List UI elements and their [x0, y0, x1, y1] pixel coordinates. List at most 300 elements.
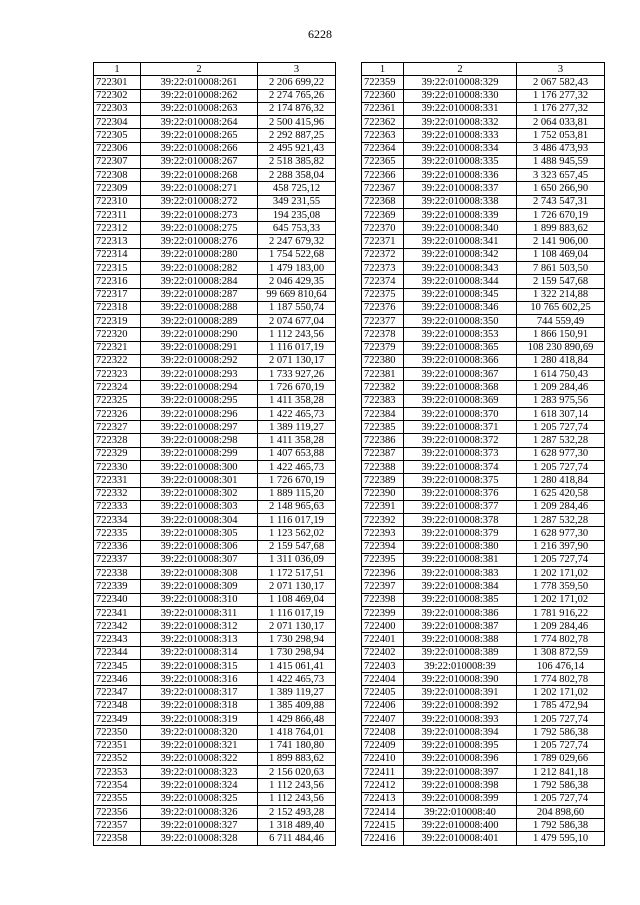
- value-cell: 106 476,14: [517, 659, 605, 672]
- row-number-cell: 722407: [362, 713, 404, 726]
- row-number-cell: 722371: [362, 235, 404, 248]
- value-cell: 1 311 036,09: [258, 553, 336, 566]
- value-cell: 1 792 586,38: [517, 819, 605, 832]
- value-cell: 1 205 727,74: [517, 460, 605, 473]
- value-cell: 10 765 602,25: [517, 301, 605, 314]
- table-row: [362, 779, 605, 792]
- row-number-cell: 722330: [94, 460, 141, 473]
- row-number-cell: 722361: [362, 102, 404, 115]
- value-cell: 1 628 977,30: [517, 527, 605, 540]
- table-row: [362, 460, 605, 473]
- row-number-cell: 722400: [362, 620, 404, 633]
- table-row: [94, 752, 336, 765]
- value-cell: 1 422 465,73: [258, 460, 336, 473]
- row-number-cell: 722302: [94, 89, 141, 102]
- cadastral-number-cell: 39:22:010008:340: [404, 222, 517, 235]
- table-row: [94, 222, 336, 235]
- cadastral-number-cell: 39:22:010008:377: [404, 500, 517, 513]
- cadastral-number-cell: 39:22:010008:373: [404, 447, 517, 460]
- value-cell: 2 148 965,63: [258, 500, 336, 513]
- cadastral-number-cell: 39:22:010008:290: [141, 328, 258, 341]
- value-cell: 1 415 061,41: [258, 659, 336, 672]
- cadastral-number-cell: 39:22:010008:336: [404, 169, 517, 182]
- value-cell: 1 287 532,28: [517, 514, 605, 527]
- row-number-cell: 722352: [94, 752, 141, 765]
- table-row: [362, 474, 605, 487]
- table-row: [362, 805, 605, 818]
- row-number-cell: 722384: [362, 407, 404, 420]
- table-row: [362, 261, 605, 274]
- cadastral-number-cell: 39:22:010008:292: [141, 354, 258, 367]
- row-number-cell: 722307: [94, 155, 141, 168]
- row-number-cell: 722340: [94, 593, 141, 606]
- value-cell: 1 108 469,04: [517, 248, 605, 261]
- cadastral-number-cell: 39:22:010008:301: [141, 474, 258, 487]
- cadastral-number-cell: 39:22:010008:311: [141, 606, 258, 619]
- value-cell: 1 733 927,26: [258, 368, 336, 381]
- table-row: [362, 142, 605, 155]
- value-cell: 645 753,33: [258, 222, 336, 235]
- cadastral-number-cell: 39:22:010008:391: [404, 686, 517, 699]
- row-number-cell: 722362: [362, 116, 404, 129]
- cadastral-number-cell: 39:22:010008:400: [404, 819, 517, 832]
- row-number-cell: 722399: [362, 606, 404, 619]
- row-number-cell: 722333: [94, 500, 141, 513]
- cadastral-number-cell: 39:22:010008:366: [404, 354, 517, 367]
- table-row: [94, 686, 336, 699]
- value-cell: 2 067 582,43: [517, 76, 605, 89]
- row-number-cell: 722342: [94, 620, 141, 633]
- value-cell: 744 559,49: [517, 315, 605, 328]
- table-row: [94, 116, 336, 129]
- row-number-cell: 722383: [362, 394, 404, 407]
- row-number-cell: 722305: [94, 129, 141, 142]
- row-number-cell: 722360: [362, 89, 404, 102]
- row-number-cell: 722327: [94, 421, 141, 434]
- row-number-cell: 722376: [362, 301, 404, 314]
- value-cell: 3 486 473,93: [517, 142, 605, 155]
- value-cell: 1 205 727,74: [517, 792, 605, 805]
- cadastral-number-cell: 39:22:010008:350: [404, 315, 517, 328]
- row-number-cell: 722338: [94, 567, 141, 580]
- cadastral-number-cell: 39:22:010008:389: [404, 646, 517, 659]
- cadastral-number-cell: 39:22:010008:374: [404, 460, 517, 473]
- value-cell: 458 725,12: [258, 182, 336, 195]
- table-row: [94, 527, 336, 540]
- row-number-cell: 722398: [362, 593, 404, 606]
- table-row: [94, 713, 336, 726]
- column-header: 1: [94, 63, 141, 76]
- value-cell: 1 628 977,30: [517, 447, 605, 460]
- row-number-cell: 722312: [94, 222, 141, 235]
- row-number-cell: 722320: [94, 328, 141, 341]
- value-cell: 1 730 298,94: [258, 633, 336, 646]
- value-cell: 1 411 358,28: [258, 434, 336, 447]
- table-row: [94, 195, 336, 208]
- value-cell: 2 743 547,31: [517, 195, 605, 208]
- row-number-cell: 722331: [94, 474, 141, 487]
- value-cell: 1 202 171,02: [517, 686, 605, 699]
- row-number-cell: 722409: [362, 739, 404, 752]
- cadastral-number-cell: 39:22:010008:329: [404, 76, 517, 89]
- cadastral-number-cell: 39:22:010008:385: [404, 593, 517, 606]
- row-number-cell: 722416: [362, 832, 404, 845]
- row-number-cell: 722357: [94, 819, 141, 832]
- row-number-cell: 722354: [94, 779, 141, 792]
- row-number-cell: 722366: [362, 169, 404, 182]
- table-row: [362, 195, 605, 208]
- row-number-cell: 722385: [362, 421, 404, 434]
- table-row: [94, 76, 336, 89]
- table-row: [94, 620, 336, 633]
- value-cell: 1 866 150,91: [517, 328, 605, 341]
- value-cell: 2 206 699,22: [258, 76, 336, 89]
- value-cell: 1 308 872,59: [517, 646, 605, 659]
- table-header-row: [362, 63, 605, 76]
- row-number-cell: 722315: [94, 261, 141, 274]
- value-cell: 1 202 171,02: [517, 593, 605, 606]
- page-number: 6228: [308, 27, 332, 41]
- row-number-cell: 722411: [362, 766, 404, 779]
- table-row: [94, 354, 336, 367]
- row-number-cell: 722389: [362, 474, 404, 487]
- table-row: [94, 567, 336, 580]
- table-row: [362, 819, 605, 832]
- value-cell: 1 774 802,78: [517, 673, 605, 686]
- row-number-cell: 722323: [94, 368, 141, 381]
- table-row: [362, 288, 605, 301]
- table-row: [94, 832, 336, 845]
- row-number-cell: 722335: [94, 527, 141, 540]
- table-row: [94, 102, 336, 115]
- table-row: [362, 222, 605, 235]
- cadastral-number-cell: 39:22:010008:312: [141, 620, 258, 633]
- table-row: [362, 527, 605, 540]
- value-cell: 1 116 017,19: [258, 341, 336, 354]
- row-number-cell: 722370: [362, 222, 404, 235]
- table-row: [94, 726, 336, 739]
- cadastral-number-cell: 39:22:010008:401: [404, 832, 517, 845]
- row-number-cell: 722392: [362, 514, 404, 527]
- table-row: [362, 726, 605, 739]
- table-row: [94, 155, 336, 168]
- table-row: [362, 487, 605, 500]
- row-number-cell: 722390: [362, 487, 404, 500]
- value-cell: 1 205 727,74: [517, 713, 605, 726]
- value-cell: 2 071 130,17: [258, 354, 336, 367]
- row-number-cell: 722348: [94, 699, 141, 712]
- cadastral-number-cell: 39:22:010008:397: [404, 766, 517, 779]
- value-cell: 1 209 284,46: [517, 500, 605, 513]
- table-row: [94, 553, 336, 566]
- table-row: [94, 421, 336, 434]
- value-cell: 1 212 841,18: [517, 766, 605, 779]
- table-row: [362, 275, 605, 288]
- value-cell: 1 112 243,56: [258, 792, 336, 805]
- cadastral-number-cell: 39:22:010008:316: [141, 673, 258, 686]
- value-cell: 1 730 298,94: [258, 646, 336, 659]
- value-cell: 2 071 130,17: [258, 580, 336, 593]
- value-cell: 1 614 750,43: [517, 368, 605, 381]
- value-cell: 1 785 472,94: [517, 699, 605, 712]
- row-number-cell: 722341: [94, 606, 141, 619]
- row-number-cell: 722311: [94, 208, 141, 221]
- table-row: [94, 381, 336, 394]
- table-row: [94, 434, 336, 447]
- table-row: [362, 129, 605, 142]
- table-row: [94, 447, 336, 460]
- cadastral-number-cell: 39:22:010008:322: [141, 752, 258, 765]
- table-row: [94, 208, 336, 221]
- row-number-cell: 722339: [94, 580, 141, 593]
- row-number-cell: 722325: [94, 394, 141, 407]
- value-cell: 204 898,60: [517, 805, 605, 818]
- table-row: [362, 593, 605, 606]
- row-number-cell: 722413: [362, 792, 404, 805]
- value-cell: 1 318 489,40: [258, 819, 336, 832]
- cadastral-number-cell: 39:22:010008:315: [141, 659, 258, 672]
- table-row: [362, 540, 605, 553]
- row-number-cell: 722358: [94, 832, 141, 845]
- value-cell: 7 861 503,50: [517, 261, 605, 274]
- value-cell: 1 205 727,74: [517, 739, 605, 752]
- table-row: [362, 301, 605, 314]
- cadastral-number-cell: 39:22:010008:299: [141, 447, 258, 460]
- row-number-cell: 722388: [362, 460, 404, 473]
- table-row: [94, 328, 336, 341]
- value-cell: 1 754 522,68: [258, 248, 336, 261]
- row-number-cell: 722310: [94, 195, 141, 208]
- table-row: [362, 673, 605, 686]
- table-row: [362, 89, 605, 102]
- table-row: [362, 739, 605, 752]
- cadastral-number-cell: 39:22:010008:384: [404, 580, 517, 593]
- row-number-cell: 722404: [362, 673, 404, 686]
- cadastral-number-cell: 39:22:010008:318: [141, 699, 258, 712]
- row-number-cell: 722306: [94, 142, 141, 155]
- cadastral-number-cell: 39:22:010008:344: [404, 275, 517, 288]
- row-number-cell: 722356: [94, 805, 141, 818]
- value-cell: 1 283 975,56: [517, 394, 605, 407]
- row-number-cell: 722337: [94, 553, 141, 566]
- cadastral-number-cell: 39:22:010008:372: [404, 434, 517, 447]
- cadastral-number-cell: 39:22:010008:333: [404, 129, 517, 142]
- row-number-cell: 722347: [94, 686, 141, 699]
- table-row: [94, 407, 336, 420]
- row-number-cell: 722382: [362, 381, 404, 394]
- row-number-cell: 722396: [362, 567, 404, 580]
- table-row: [362, 169, 605, 182]
- cadastral-number-cell: 39:22:010008:390: [404, 673, 517, 686]
- value-cell: 1 172 517,51: [258, 567, 336, 580]
- cadastral-number-cell: 39:22:010008:335: [404, 155, 517, 168]
- table-row: [362, 620, 605, 633]
- value-cell: 1 726 670,19: [517, 208, 605, 221]
- value-cell: 1 209 284,46: [517, 620, 605, 633]
- table-row: [362, 155, 605, 168]
- row-number-cell: 722346: [94, 673, 141, 686]
- cadastral-number-cell: 39:22:010008:40: [404, 805, 517, 818]
- cadastral-number-cell: 39:22:010008:399: [404, 792, 517, 805]
- cadastral-number-cell: 39:22:010008:321: [141, 739, 258, 752]
- value-cell: 1 899 883,62: [258, 752, 336, 765]
- row-number-cell: 722316: [94, 275, 141, 288]
- value-cell: 1 187 550,74: [258, 301, 336, 314]
- table-row: [94, 248, 336, 261]
- row-number-cell: 722344: [94, 646, 141, 659]
- cadastral-number-cell: 39:22:010008:332: [404, 116, 517, 129]
- table-row: [94, 805, 336, 818]
- table-row: [362, 354, 605, 367]
- value-cell: 2 156 020,63: [258, 766, 336, 779]
- value-cell: 1 112 243,56: [258, 779, 336, 792]
- table-row: [94, 261, 336, 274]
- value-cell: 1 418 764,01: [258, 726, 336, 739]
- column-header: 1: [362, 63, 404, 76]
- table-row: [94, 182, 336, 195]
- table-row: [94, 169, 336, 182]
- value-cell: 1 479 595,10: [517, 832, 605, 845]
- table-row: [362, 394, 605, 407]
- value-cell: 2 292 887,25: [258, 129, 336, 142]
- cadastral-number-cell: 39:22:010008:303: [141, 500, 258, 513]
- cadastral-number-cell: 39:22:010008:291: [141, 341, 258, 354]
- row-number-cell: 722322: [94, 354, 141, 367]
- table-row: [94, 394, 336, 407]
- table-row: [94, 606, 336, 619]
- table-row: [362, 116, 605, 129]
- row-number-cell: 722391: [362, 500, 404, 513]
- row-number-cell: 722373: [362, 261, 404, 274]
- table-row: [94, 129, 336, 142]
- row-number-cell: 722364: [362, 142, 404, 155]
- cadastral-number-cell: 39:22:010008:353: [404, 328, 517, 341]
- cadastral-number-cell: 39:22:010008:280: [141, 248, 258, 261]
- table-row: [362, 76, 605, 89]
- value-cell: 1 422 465,73: [258, 407, 336, 420]
- cadastral-number-cell: 39:22:010008:343: [404, 261, 517, 274]
- cadastral-number-cell: 39:22:010008:314: [141, 646, 258, 659]
- cadastral-number-cell: 39:22:010008:388: [404, 633, 517, 646]
- table-row: [94, 474, 336, 487]
- row-number-cell: 722387: [362, 447, 404, 460]
- cadastral-number-cell: 39:22:010008:346: [404, 301, 517, 314]
- value-cell: 1 123 562,02: [258, 527, 336, 540]
- value-cell: 1 209 284,46: [517, 381, 605, 394]
- value-cell: 1 650 266,90: [517, 182, 605, 195]
- row-number-cell: 722345: [94, 659, 141, 672]
- table-row: [362, 315, 605, 328]
- cadastral-number-cell: 39:22:010008:341: [404, 235, 517, 248]
- cadastral-number-cell: 39:22:010008:287: [141, 288, 258, 301]
- value-cell: 1 411 358,28: [258, 394, 336, 407]
- row-number-cell: 722308: [94, 169, 141, 182]
- value-cell: 2 500 415,96: [258, 116, 336, 129]
- value-cell: 1 625 420,58: [517, 487, 605, 500]
- row-number-cell: 722405: [362, 686, 404, 699]
- value-cell: 2 159 547,68: [517, 275, 605, 288]
- cadastral-number-cell: 39:22:010008:300: [141, 460, 258, 473]
- table-row: [362, 500, 605, 513]
- row-number-cell: 722374: [362, 275, 404, 288]
- row-number-cell: 722408: [362, 726, 404, 739]
- table-row: [94, 368, 336, 381]
- value-cell: 2 064 033,81: [517, 116, 605, 129]
- cadastral-number-cell: 39:22:010008:393: [404, 713, 517, 726]
- table-row: [362, 235, 605, 248]
- cadastral-number-cell: 39:22:010008:371: [404, 421, 517, 434]
- cadastral-number-cell: 39:22:010008:304: [141, 514, 258, 527]
- value-cell: 1 385 409,88: [258, 699, 336, 712]
- cadastral-number-cell: 39:22:010008:383: [404, 567, 517, 580]
- value-cell: 2 159 547,68: [258, 540, 336, 553]
- row-number-cell: 722309: [94, 182, 141, 195]
- cadastral-number-cell: 39:22:010008:370: [404, 407, 517, 420]
- column-header: 2: [404, 63, 517, 76]
- row-number-cell: 722380: [362, 354, 404, 367]
- cadastral-number-cell: 39:22:010008:342: [404, 248, 517, 261]
- table-row: [362, 766, 605, 779]
- row-number-cell: 722415: [362, 819, 404, 832]
- cadastral-number-cell: 39:22:010008:289: [141, 315, 258, 328]
- table-row: [362, 553, 605, 566]
- table-row: [362, 659, 605, 672]
- value-cell: 1 792 586,38: [517, 726, 605, 739]
- table-row: [362, 368, 605, 381]
- row-number-cell: 722397: [362, 580, 404, 593]
- value-cell: 1 778 359,50: [517, 580, 605, 593]
- value-cell: 1 479 183,00: [258, 261, 336, 274]
- cadastral-number-cell: 39:22:010008:394: [404, 726, 517, 739]
- column-header: 3: [258, 63, 336, 76]
- value-cell: 1 108 469,04: [258, 593, 336, 606]
- value-cell: 2 046 429,35: [258, 275, 336, 288]
- value-cell: 1 205 727,74: [517, 421, 605, 434]
- row-number-cell: 722401: [362, 633, 404, 646]
- cadastral-number-cell: 39:22:010008:317: [141, 686, 258, 699]
- value-cell: 2 071 130,17: [258, 620, 336, 633]
- cadastral-number-cell: 39:22:010008:261: [141, 76, 258, 89]
- value-cell: 1 889 115,20: [258, 487, 336, 500]
- cadastral-number-cell: 39:22:010008:267: [141, 155, 258, 168]
- cadastral-number-cell: 39:22:010008:386: [404, 606, 517, 619]
- row-number-cell: 722349: [94, 713, 141, 726]
- table-row: [94, 275, 336, 288]
- cadastral-number-cell: 39:22:010008:266: [141, 142, 258, 155]
- table-row: [362, 182, 605, 195]
- cadastral-number-cell: 39:22:010008:263: [141, 102, 258, 115]
- row-number-cell: 722375: [362, 288, 404, 301]
- table-row: [362, 208, 605, 221]
- cadastral-number-cell: 39:22:010008:273: [141, 208, 258, 221]
- value-cell: 1 488 945,59: [517, 155, 605, 168]
- value-cell: 108 230 890,69: [517, 341, 605, 354]
- cadastral-number-cell: 39:22:010008:297: [141, 421, 258, 434]
- row-number-cell: 722318: [94, 301, 141, 314]
- table-header-row: [94, 63, 336, 76]
- table-row: [94, 460, 336, 473]
- value-cell: 1 774 802,78: [517, 633, 605, 646]
- value-cell: 1 389 119,27: [258, 421, 336, 434]
- value-cell: 1 407 653,88: [258, 447, 336, 460]
- cadastral-number-cell: 39:22:010008:271: [141, 182, 258, 195]
- row-number-cell: 722363: [362, 129, 404, 142]
- cadastral-number-cell: 39:22:010008:265: [141, 129, 258, 142]
- table-row: [362, 102, 605, 115]
- value-cell: 2 247 679,32: [258, 235, 336, 248]
- cadastral-number-cell: 39:22:010008:345: [404, 288, 517, 301]
- table-row: [94, 142, 336, 155]
